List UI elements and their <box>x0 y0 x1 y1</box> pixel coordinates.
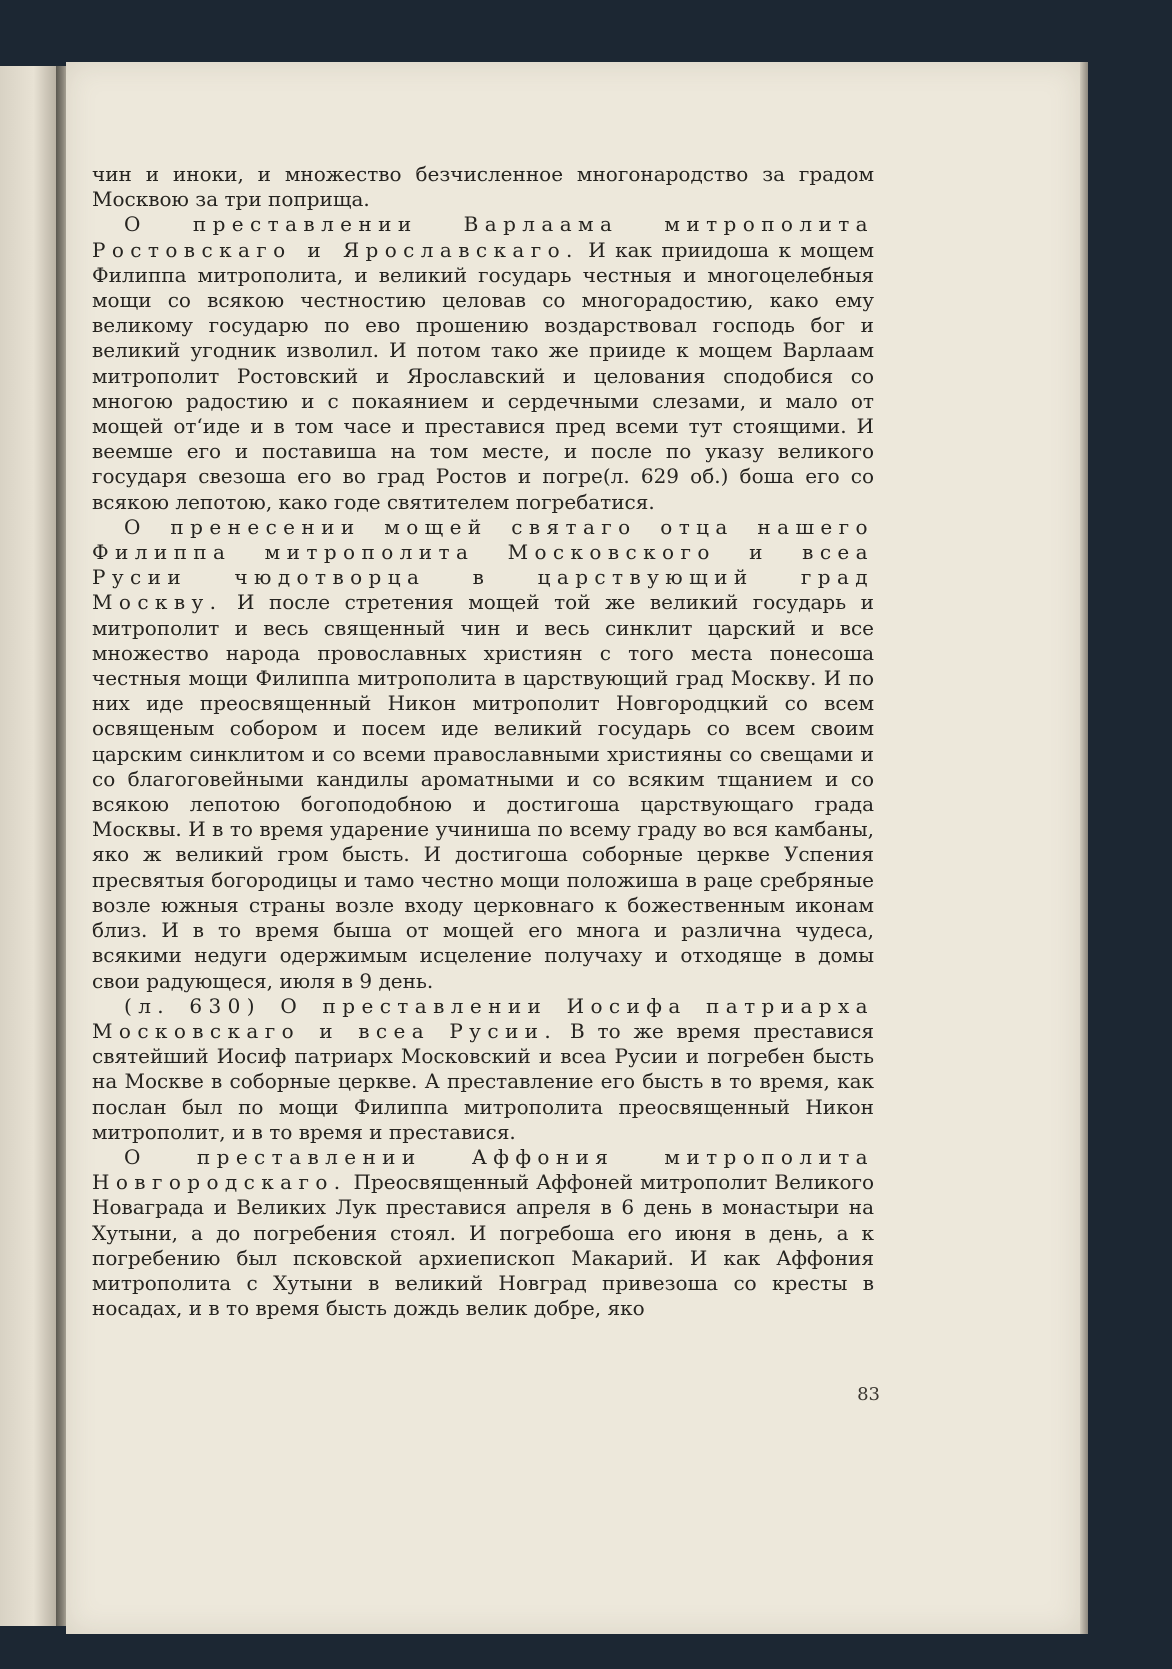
paragraph-varlaam <box>92 212 874 514</box>
paragraph-text: И как приидоша к мощем Филиппа митрополита, и великий государь честныя и многоцелебныя мощи со всякою честностию целовав со многорадостию, како ему великому государю по ево прошению воздарствовал господь бог и великий угодник изволил. И потом тако же прииде к мощем Варлаам митрополит Ростовский и Ярославский и целования сподобися со многою радостию и с покаянием и сердечными слезами, и мало от мощей от‘иде и в том часе и преставися пред всеми тут стоящими. И веемше его и поставиша на том месте, и после по указу великого государя свезоша его во град Ростов и погре(л. 629 об.) боша его со всякою лепотою, како годе святителем погребатися. <box>92 237 874 514</box>
paragraph-text: В то же время преставися святейший Иосиф патриарх Московский и всеа Русии и погребен бысть на Москве в соборные церкве. А преставление его бысть в то время, как послан был по мощи Филиппа митрополита преосвященный Никон митрополит, и в то время и преставися. <box>92 1018 875 1144</box>
paragraph-text: Преосвященный Аффоней митрополит Великого Новаграда и Великих Лук преставися апреля в 6 день в монастыри на Хутыни, а до погребения стоял. И погребоша его июня в день, а к погребению был псковской архиепископ Макарий. И как Аффония митрополита с Хутыни в великий Новград привезоша со кресты в носадах, и в то время бысть дождь велик добре, яко <box>92 1170 874 1321</box>
left-page-edge <box>0 66 56 1626</box>
paragraph-text: И после стретения мощей той же великий государь и митрополит и весь священный чин и весь синклит царский и все множество народа провославных християн с того места понесоша честныя мощи Филиппа митрополита в царствующий град Москву. И по них иде преосвященный Никон митрополит Новгородцкий со всем освященым собором и посем иде великий государь со всем своим царским синклитом и со всеми православными християны со свещами и со благоговейными кандилы ароматными и со всяким тщанием и со всякою лепотою богоподобною и достигоша царствующаго града Москвы. И в то время ударение учиниша по всему граду во вся камбаны, яко ж великий гром бысть. И достигоша соборные церкве Успения пресвятыя богородицы и тамо честно мощи положиша в раце сребряные возле южныя страны возле входу церковнаго к божественным иконам близ. И в то время быша от мощей его многа и различна чудеса, всякими недуги одержимым исцеление получаху и отходяще в домы свои радующеся, июля в 9 день. <box>92 590 875 993</box>
paragraph-continued <box>92 162 874 212</box>
paragraph-iosif <box>92 994 874 1145</box>
paragraph-affoniy <box>92 1145 874 1321</box>
paragraph-text: чин и иноки, и множество безчисленное многонародство за градом Москвою за три поприща. <box>92 162 874 212</box>
page-edge-right <box>1080 62 1088 1634</box>
section-heading: О преставлении Аффония митрополита Новгородскаго. <box>92 1144 874 1195</box>
section-heading: (л. 630) О преставлении Иосифа патриарха Московскаго и всеа Русии. <box>92 993 874 1043</box>
page-number: 83 <box>857 1384 880 1405</box>
section-heading: О пренесении мощей святаго отца нашего Филиппа митрополита Московского и всеа Русии чюдотворца в царствующий град Москву. <box>92 514 874 615</box>
page-text <box>92 162 874 1321</box>
paragraph-filipp <box>92 515 874 994</box>
section-heading: О преставлении Варлаама митрополита Ростовскаго и Ярославскаго. <box>92 212 874 262</box>
